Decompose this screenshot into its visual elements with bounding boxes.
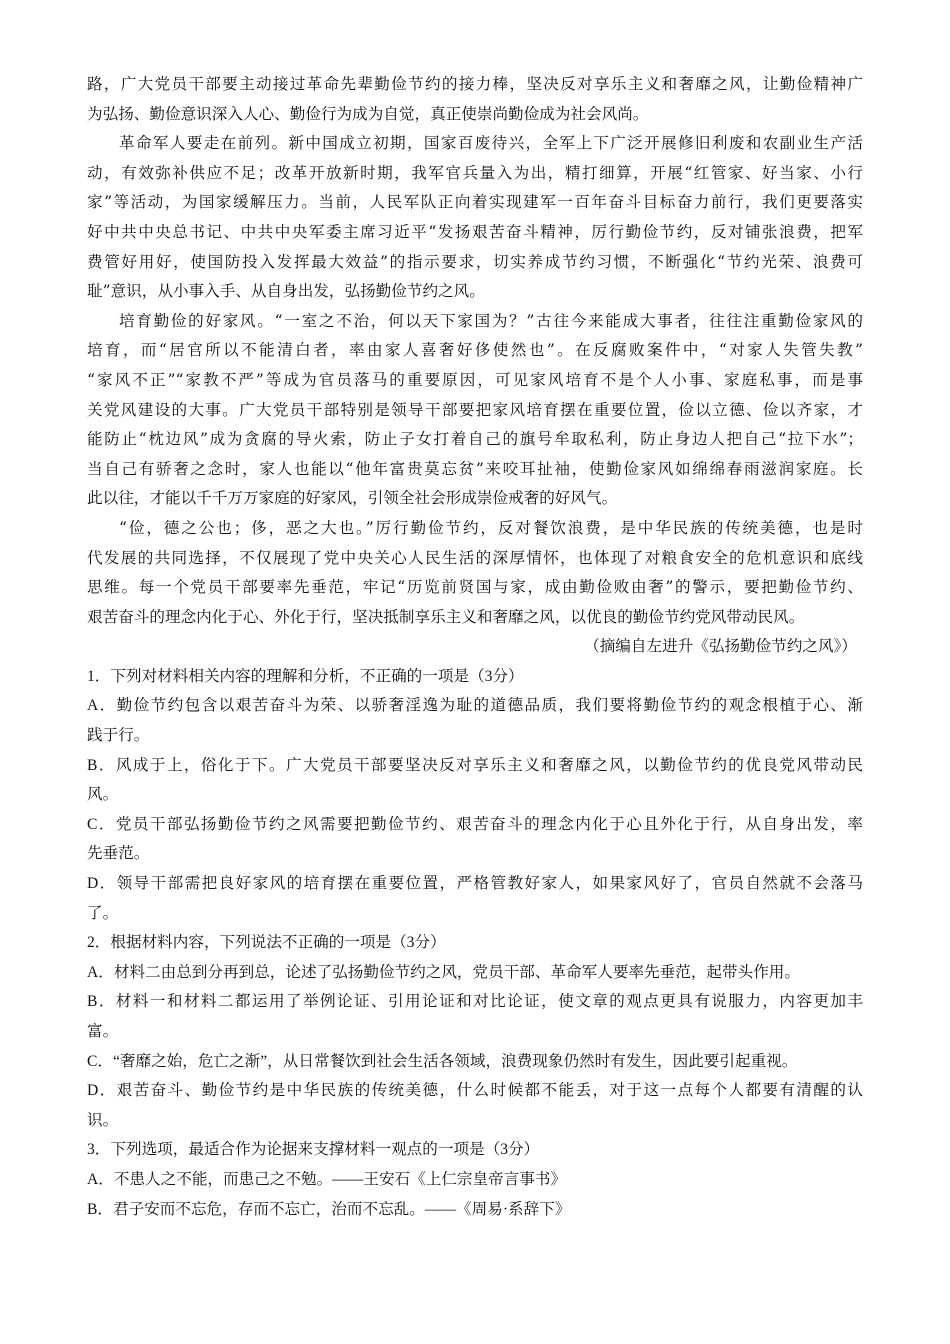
answer-option bbox=[87, 751, 863, 810]
answer-option bbox=[87, 1165, 863, 1195]
paragraph-line: “俭，德之公也；侈，恶之大也。”厉行勤俭节约，反对餐饮浪费，是中华民族的传统美德，也是时 bbox=[119, 518, 863, 537]
answer-option-line: B．君子安而不忘危，存而不忘亡，治而不忘乱。——《周易·系辞下》 bbox=[87, 1200, 571, 1218]
passage bbox=[87, 70, 863, 632]
answer-option bbox=[87, 1195, 863, 1225]
answer-option-line: D．艰苦奋斗、勤俭节约是中华民族的传统美德，什么时候都不能丢，对于这一点每个人都要有清醒的认 bbox=[87, 1082, 863, 1100]
answer-option-line: A．勤俭节约包含以艰苦奋斗为荣、以骄奢淫逸为耻的道德品质，我们要将勤俭节约的观念根植于心、渐 bbox=[87, 697, 863, 715]
paragraph-line: 能防止“枕边风”成为贪腐的导火索，防止子女打着自己的旗号牟取私利，防止身边人把自己“拉下水”； bbox=[87, 430, 863, 449]
answer-option-line: A．不患人之不能，而患己之不勉。——王安石《上仁宗皇帝言事书》 bbox=[87, 1170, 567, 1188]
paragraph-line: 家”等活动，为国家缓解压力。当前，人民军队正向着实现建军一百年奋斗目标奋力前行，我们更要落实 bbox=[87, 193, 863, 212]
answer-option-line: 风。 bbox=[87, 786, 119, 804]
paragraph-line: 培育，而“居官所以不能清白者，率由家人喜奢好侈使然也”。在反腐败案件中，“对家人失管失教” bbox=[87, 341, 863, 360]
answer-option-line: C．党员干部弘扬勤俭节约之风需要把勤俭节约、艰苦奋斗的理念内化于心且外化于行，从自身出发，率 bbox=[87, 815, 863, 833]
paragraph-line: 动，有效弥补供应不足；改革开放新时期，我军官兵量入为出，精打细算，开展“红管家、好当家、小行 bbox=[87, 163, 863, 182]
paragraph-line: 革命军人要走在前列。新中国成立初期，国家百废待兴，全军上下广泛开展修旧利废和农副业生产活 bbox=[119, 134, 863, 153]
paragraph-line: 当自己有骄奢之念时，家人也能以“他年富贵莫忘贫”来咬耳扯袖，使勤俭家风如绵绵春雨滋润家庭。长 bbox=[87, 459, 863, 478]
paragraph-line: 路，广大党员干部要主动接过革命先辈勤俭节约的接力棒，坚决反对享乐主义和奢靡之风，让勤俭精神广 bbox=[87, 75, 863, 93]
answer-option bbox=[87, 1076, 863, 1135]
answer-option-line: 先垂范。 bbox=[87, 845, 150, 863]
paragraph-line: 代发展的共同选择，不仅展现了党中央关心人民生活的深厚情怀，也体现了对粮食安全的危机意识和底线 bbox=[87, 548, 863, 567]
paragraph-line: 艰苦奋斗的理念内化于心、外化于行，坚决抵制享乐主义和奢靡之风，以优良的勤俭节约党风带动民风。 bbox=[87, 607, 805, 626]
paragraph bbox=[87, 514, 863, 632]
question bbox=[87, 662, 863, 928]
paragraph-line: 费管好用好，使国防投入发挥最大效益”的指示要求，切实养成节约习惯，不断强化“节约光荣、浪费可 bbox=[87, 252, 863, 271]
paragraph-line: 思维。每一个党员干部要率先垂范，牢记“历览前贤国与家，成由勤俭败由奢”的警示，要把勤俭节约、 bbox=[87, 578, 863, 597]
paragraph-line: “家风不正”“家教不严”等成为官员落马的重要原因，可见家风培育不是个人小事、家庭私事，而是事 bbox=[87, 370, 863, 389]
paragraph bbox=[87, 70, 863, 129]
paragraph-line: 关党风建设的大事。广大党员干部特别是领导干部要把家风培育摆在重要位置，俭以立德、俭以齐家，才 bbox=[87, 400, 863, 419]
question-stem: 3．下列选项，最适合作为论据来支撑材料一观点的一项是（3分） bbox=[87, 1141, 540, 1159]
paragraph-line: 此以往，才能以千千万万家庭的好家风，引领全社会形成崇俭戒奢的好风气。 bbox=[87, 489, 618, 508]
answer-option-line: 践于行。 bbox=[87, 727, 150, 745]
question bbox=[87, 1135, 863, 1224]
paragraph-line: 为弘扬、勤俭意识深入人心、勤俭行为成为自觉，真正使崇尚勤俭成为社会风尚。 bbox=[87, 104, 649, 123]
paragraph bbox=[87, 129, 863, 307]
paragraph-line: 培育勤俭的好家风。“一室之不治，何以天下家国为？”古往今来能成大事者，往往注重勤俭家风的 bbox=[119, 311, 863, 330]
answer-option bbox=[87, 958, 863, 988]
answer-option bbox=[87, 691, 863, 750]
questions bbox=[87, 662, 863, 1224]
paragraph-line: 好中共中央总书记、中共中央军委主席习近平“发扬艰苦奋斗精神，厉行勤俭节约，反对铺张浪费，把军 bbox=[87, 222, 863, 241]
source-citation: （摘编自左进升《弘扬勤俭节约之风》） bbox=[584, 637, 857, 656]
answer-option bbox=[87, 987, 863, 1046]
answer-option-line: A．材料二由总到分再到总，论述了弘扬勤俭节约之风，党员干部、革命军人要率先垂范，起带头作用。 bbox=[87, 963, 800, 981]
answer-option bbox=[87, 869, 863, 928]
question-stem: 2．根据材料内容，下列说法不正确的一项是（3分） bbox=[87, 934, 446, 952]
answer-option-line: B．材料一和材料二都运用了举例论证、引用论证和对比论证，使文章的观点更具有说服力，内容更加丰 bbox=[87, 993, 863, 1011]
answer-option-line: 富。 bbox=[87, 1023, 119, 1040]
answer-option-line: D．领导干部需把良好家风的培育摆在重要位置，严格管教好家人，如果家风好了，官员自然就不会落马 bbox=[87, 875, 863, 893]
paragraph-line: 耻”意识，从小事入手、从自身出发，弘扬勤俭节约之风。 bbox=[87, 282, 485, 301]
answer-option-line: B．风成于上，俗化于下。广大党员干部要坚决反对享乐主义和奢靡之风，以勤俭节约的优良党风带动民 bbox=[87, 756, 863, 774]
answer-option-line: 识。 bbox=[87, 1111, 119, 1129]
answer-option-line: 了。 bbox=[87, 904, 119, 922]
document-page bbox=[87, 70, 863, 1224]
answer-option bbox=[87, 1047, 863, 1077]
question bbox=[87, 928, 863, 1135]
answer-option-line: C．“奢靡之始，危亡之渐”，从日常餐饮到社会生活各领域，浪费现象仍然时有发生，因此要引起重视。 bbox=[87, 1052, 798, 1070]
question-stem: 1．下列对材料相关内容的理解和分析，不正确的一项是（3分） bbox=[87, 667, 524, 685]
paragraph bbox=[87, 307, 863, 514]
answer-option bbox=[87, 810, 863, 869]
